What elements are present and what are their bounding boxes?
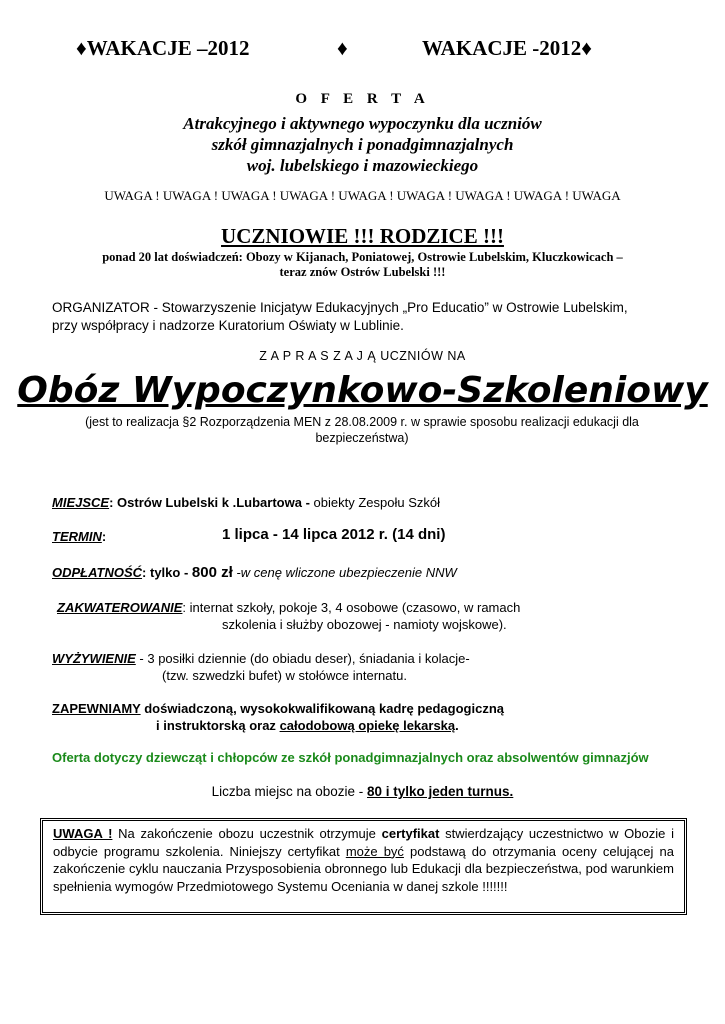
provide-medical: całodobową opiekę lekarską	[279, 718, 456, 733]
invite: Z A P R A S Z A J Ą UCZNIÓW NA	[259, 349, 466, 363]
warning-line: UWAGA ! UWAGA ! UWAGA ! UWAGA ! UWAGA ! UWAGA ! UWAGA ! UWAGA ! UWAGA	[104, 188, 621, 203]
place-row: MIEJSCE: Ostrów Lubelski k .Lubartowa - obiekty Zespołu Szkół	[52, 495, 440, 510]
meals-text: (tzw. szwedzki bufet) w stołówce internatu.	[162, 668, 407, 683]
places-row	[0, 784, 725, 799]
place-label: MIEJSCE	[52, 495, 110, 510]
meals-row	[52, 650, 692, 684]
experience	[0, 250, 725, 280]
provide-row	[52, 700, 692, 734]
meals-label: WYŻYWIENIE	[52, 651, 136, 666]
fee-prefix: tylko -	[150, 565, 189, 580]
certificate-notice	[53, 825, 674, 895]
experience-line: ponad 20 lat doświadczeń: Obozy w Kijanach, Poniatowej, Ostrowie Lubelskim, Kluczkowicach –	[102, 250, 623, 264]
certificate-notice-box	[40, 818, 687, 915]
notice-text: podstawą do otrzymania oceny celującej na zakończenie cyklu nauczania Przysposobienia obronnego lub Edukacji dla bezpieczeństwa, pod warunkiem spełnienia wymogów Przedmiotowego Systemu Oceniania w danej szkole !!!!!!!	[53, 843, 674, 894]
fee-amount: 800 zł	[191, 564, 233, 581]
notice-certificate: certyfikat	[381, 826, 440, 841]
offer-heading: O F E R T A	[295, 91, 430, 107]
organizer: ORGANIZATOR - Stowarzyszenie Inicjatyw Edukacyjnych „Pro Educatio” w Ostrowie Lubelskim, przy współpracy i nadzorze Kuratorium Oświaty w Lublinie.	[52, 300, 628, 333]
notice-label: UWAGA !	[53, 826, 113, 841]
notice-text: stwierdzający uczestnictwo w Obozie i odbycie programu szkolenia. Niniejszy certyfikat	[53, 826, 674, 859]
accommodation-text: szkolenia i służby obozowej - namioty wojskowe).	[222, 617, 507, 632]
header-right: WAKACJE -2012♦	[422, 36, 592, 60]
accommodation-label: ZAKWATEROWANIE	[57, 600, 183, 615]
camp-title: Obóz Wypoczynkowo-Szkoleniowy	[17, 370, 708, 411]
legal-note: (jest to realizacja §2 Rozporządzenia MEN z 28.08.2009 r. w sprawie sposobu realizacji edukacji dla bezpieczeństwa)	[85, 415, 639, 445]
header-left: ♦WAKACJE –2012	[76, 36, 250, 60]
offer-target: Oferta dotyczy dziewcząt i chłopców ze szkół ponadgimnazjalnych oraz absolwentów gimnazjów	[52, 750, 649, 765]
fee-row: ODPŁATNOŚĆ: tylko - 800 zł -w cenę wliczone ubezpieczenie NNW	[52, 564, 457, 581]
header-middle: ♦	[337, 36, 348, 60]
place-value: Ostrów Lubelski k .Lubartowa -	[117, 495, 310, 510]
intro-line: szkół gimnazjalnych i ponadgimnazjalnych	[211, 135, 514, 154]
notice-text: Na zakończenie obozu uczestnik otrzymuje	[118, 826, 376, 841]
experience-line: teraz znów Ostrów Lubelski !!!	[279, 265, 446, 279]
intro-line: woj. lubelskiego i mazowieckiego	[246, 156, 479, 175]
accommodation-row: ZAKWATEROWANIE: internat szkoły, pokoje 3, 4 osobowe (czasowo, w ramach szkolenia i służby obozowej - namioty wojskowe).	[57, 599, 697, 633]
fee-label: ODPŁATNOŚĆ	[52, 565, 143, 580]
audience-heading: UCZNIOWIE !!! RODZICE !!!	[221, 224, 504, 248]
provide-period: .	[455, 718, 459, 733]
fee-note: -w cenę wliczone ubezpieczenie NNW	[236, 565, 457, 580]
notice-may: może być	[345, 843, 404, 859]
intro-line: Atrakcyjnego i aktywnego wypoczynku dla uczniów	[183, 114, 542, 133]
places-prefix: Liczba miejsc na obozie -	[211, 784, 364, 799]
places-value: 80 i tylko jeden turnus.	[367, 784, 514, 799]
term-row: TERMIN: 1 lipca - 14 lipca 2012 r. (14 dni)	[52, 526, 446, 544]
term-label: TERMIN	[52, 529, 102, 544]
provide-text: i instruktorską oraz	[156, 718, 276, 733]
provide-label: ZAPEWNIAMY	[52, 701, 141, 716]
intro	[0, 113, 725, 176]
term-value: 1 lipca - 14 lipca 2012 r. (14 dni)	[222, 526, 446, 543]
place-extra: obiekty Zespołu Szkół	[313, 495, 440, 510]
accommodation-text: internat szkoły, pokoje 3, 4 osobowe (czasowo, w ramach	[189, 600, 521, 615]
meals-text: - 3 posiłki dziennie (do obiadu deser), śniadania i kolacje-	[139, 651, 470, 666]
provide-text: doświadczoną, wysokokwalifikowaną kadrę pedagogiczną	[144, 701, 505, 716]
